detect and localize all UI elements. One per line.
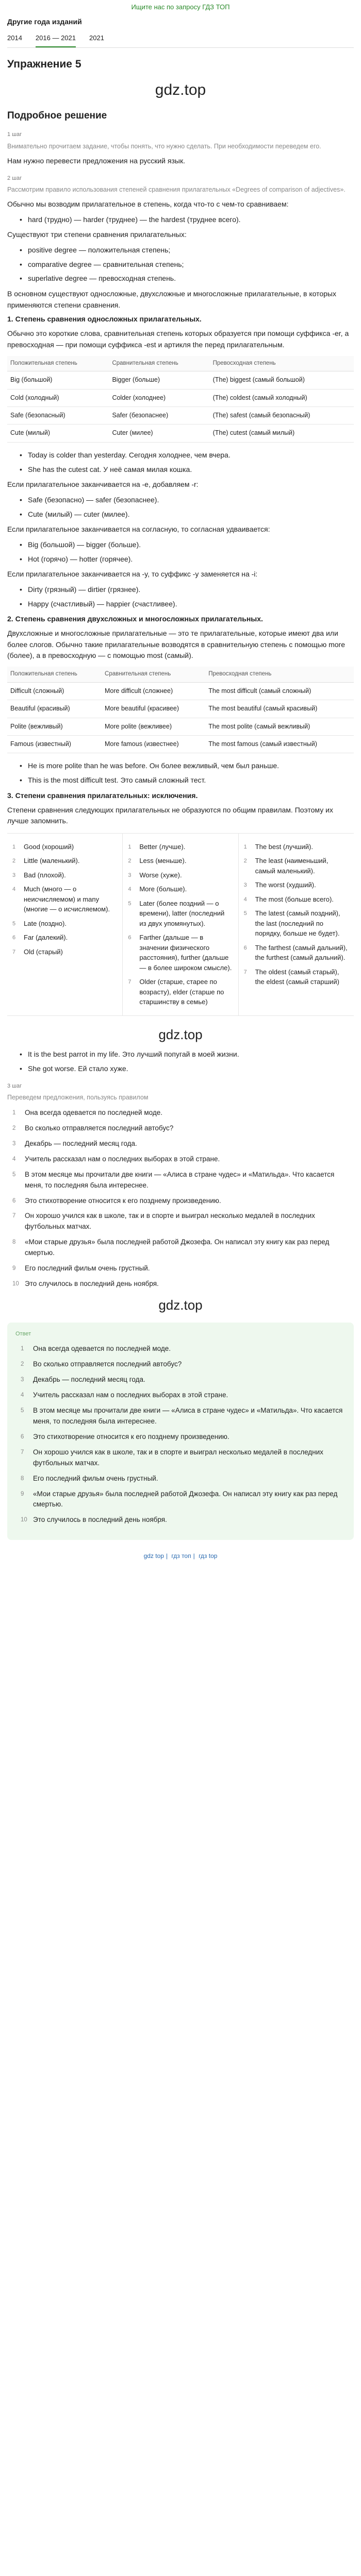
irregular-superlative-column: [238, 834, 354, 1015]
list-item: 6 Это стихотворение относится к его позднему произведению.: [12, 1196, 221, 1205]
list-item: 7 Он хорошо учился как в школе, так и в спорте и выиграл несколько медалей в последних футбольных матчах.: [21, 1448, 323, 1467]
section-2-title: 2. Степень сравнения двухсложных и многосложных прилагательных.: [7, 615, 263, 623]
table-row: [7, 700, 354, 718]
list-item: 4 Much (много — о неисчисляемом) и many (многие — о исчисляемом).: [12, 885, 110, 913]
table-cell: Difficult (сложный): [7, 682, 102, 700]
table-one-syllable: [7, 356, 354, 443]
list-item: • Cute (милый) — cuter (милее).: [20, 509, 354, 520]
examples-one-syllable: [20, 450, 354, 475]
list-item: • Hot (горячо) — hotter (горячее).: [20, 554, 354, 565]
edition-tab-2014[interactable]: 2014: [7, 33, 22, 42]
list-item: • This is the most difficult test. Это самый сложный тест.: [20, 775, 354, 786]
table-cell: The most difficult (самый сложный): [205, 682, 354, 700]
table-cell: Safe (безопасный): [7, 407, 109, 425]
table-cell: (The) cutest (самый милый): [210, 425, 354, 442]
table-cell: (The) safest (самый безопасный): [210, 407, 354, 425]
step-3-label: 3 шаг: [7, 1082, 22, 1089]
rule-consonant: Если прилагательное заканчивается на согласную, то согласная удваивается:: [7, 525, 270, 534]
list-item: 9 Его последний фильм очень грустный.: [12, 1264, 150, 1273]
list-item: 4 Учитель рассказал нам о последних выборах в этой стране.: [21, 1391, 228, 1399]
examples-y: [20, 584, 354, 609]
search-hint: [7, 0, 354, 15]
table-header-row: [7, 667, 354, 682]
table-cell: The most beautiful (самый красивый): [205, 700, 354, 718]
editions-tabs: [7, 31, 354, 48]
list-item: 10 Это случилось в последний день ноября.: [12, 1280, 159, 1288]
table-cell: Beautiful (красивый): [7, 700, 102, 718]
table-row: [7, 407, 354, 425]
list-item: 7 The oldest (самый старый), the eldest (самый старший): [243, 968, 339, 986]
list-item: • She got worse. Ей стало хуже.: [20, 1063, 354, 1075]
list-item: 4 Учитель рассказал нам о последних выборах в этой стране.: [12, 1155, 220, 1163]
list-item: 1 Better (лучше).: [128, 842, 186, 851]
list-item: • Safe (безопасно) — safer (безопаснее).: [20, 495, 354, 506]
list-item: • positive degree — положительная степень;: [20, 245, 354, 256]
list-item: 6 Far (далекий).: [12, 934, 68, 942]
table-cell: Cold (холодный): [7, 389, 109, 406]
table-cell: Cuter (милее): [109, 425, 209, 442]
list-item: • comparative degree — сравнительная степень;: [20, 259, 354, 270]
list-item: 3 Декабрь — последний месяц года.: [21, 1376, 145, 1384]
list-item: 4 The most (больше всего).: [243, 895, 334, 903]
list-item: 7 Old (старый): [12, 947, 63, 956]
answer-label: Ответ: [15, 1331, 31, 1337]
irregular-table: [7, 833, 354, 1016]
table-cell: Polite (вежливый): [7, 718, 102, 735]
table-multi-syllable: [7, 667, 354, 753]
table-header: Сравнительная степень: [109, 356, 209, 371]
list-item: 1 Good (хороший): [12, 842, 74, 851]
solution-title: Подробное решение: [7, 110, 107, 122]
table-cell: The most famous (самый известный): [205, 736, 354, 753]
three-degrees: Существуют три степени сравнения прилагательных:: [7, 230, 187, 239]
table-cell: Safer (безопаснее): [109, 407, 209, 425]
table-row: [7, 718, 354, 735]
list-item: • superlative degree — превосходная степень.: [20, 273, 354, 284]
step-2-intro: Обычно мы возводим прилагательное в степень, когда что-то с чем-то сравниваем:: [7, 199, 289, 208]
table-header-row: [7, 356, 354, 371]
list-item: 7 Он хорошо учился как в школе, так и в спорте и выиграл несколько медалей в последних футбольных матчах.: [12, 1212, 315, 1231]
table-cell: Big (большой): [7, 371, 109, 389]
table-row: [7, 425, 354, 442]
list-item: 1 Она всегда одевается по последней моде.: [21, 1345, 171, 1353]
watermark: gdz.top: [155, 81, 206, 98]
exercise-title: Упражнение 5: [7, 58, 81, 70]
step-1-note: Внимательно прочитаем задание, чтобы понять, что нужно сделать. При необходимости переведем его.: [7, 142, 321, 150]
list-item: 2 Less (меньше).: [128, 857, 187, 865]
section-3-text: Степени сравнения следующих прилагательных не образуются по общим правилам. Поэтому их лучше запомнить.: [7, 805, 333, 825]
list-item: 8 Его последний фильм очень грустный.: [21, 1474, 158, 1482]
list-item: • It is the best parrot in my life. Это лучший попугай в моей жизни.: [20, 1049, 354, 1060]
list-item: 7 Older (старше, старее по возрасту), elder (старше по старшинству в семье): [128, 978, 224, 1006]
footer-link[interactable]: гдз топ: [171, 1552, 191, 1560]
answer-list: [21, 1344, 346, 1526]
example-list: [20, 214, 354, 226]
list-item: • He is more polite than he was before. Он более вежливый, чем был раньше.: [20, 760, 354, 772]
table-header: Превосходная степень: [205, 667, 354, 682]
adjective-types: В основном существуют односложные, двухсложные и многосложные прилагательные, в которых применяются степени сравнения.: [7, 290, 336, 309]
list-item: 5 В этом месяце мы прочитали две книги — «Алиса в стране чудес» и «Матильда». Что касается меня, то последняя была интереснее.: [12, 1170, 335, 1189]
editions-title: Другие года изданий: [7, 18, 82, 26]
list-item: 6 The farthest (самый дальний), the furthest (самый дальний).: [243, 943, 348, 962]
list-item: 6 Farther (дальше — в значении физического расстояния), further (дальше — в более широком смысле).: [128, 934, 232, 972]
edition-tab-2016-2021[interactable]: 2016 — 2021: [36, 31, 76, 47]
examples-irregular: [20, 1049, 354, 1074]
table-row: [7, 736, 354, 753]
table-cell: More polite (вежливее): [102, 718, 205, 735]
list-item: • Happy (счастливый) — happier (счастливее).: [20, 599, 354, 610]
edition-tab-2021[interactable]: 2021: [89, 33, 104, 42]
list-item: 4 More (больше).: [128, 885, 187, 893]
table-cell: Cute (милый): [7, 425, 109, 442]
list-item: • hard (трудно) — harder (труднее) — the hardest (труднее всего).: [20, 214, 354, 226]
list-item: 1 Она всегда одевается по последней моде.: [12, 1109, 162, 1117]
table-cell: More famous (известнее): [102, 736, 205, 753]
table-row: [7, 389, 354, 406]
search-hint-link[interactable]: Ищите нас по запросу ГДЗ ТОП: [131, 3, 230, 11]
list-item: 3 Bad (плохой).: [12, 871, 66, 879]
table-cell: More beautiful (красивее): [102, 700, 205, 718]
table-header: Положительная степень: [7, 356, 109, 371]
list-item: 1 The best (лучший).: [243, 842, 313, 851]
section-1-text: Обычно это короткие слова, сравнительная степень которых образуется при помощи суффикса -er, а превосходная — при помощи суффикса -est и артикля the перед прилагательным.: [7, 329, 349, 349]
list-item: • Big (большой) — bigger (больше).: [20, 539, 354, 551]
table-cell: The most polite (самый вежливый): [205, 718, 354, 735]
list-item: 9 «Мои старые друзья» была последней работой Джозефа. Он написал эту книгу как раз перед смертью.: [21, 1489, 338, 1509]
rule-e: Если прилагательное заканчивается на -е, добавляем -r:: [7, 480, 199, 489]
list-item: 2 The least (наименьший, самый маленький).: [243, 857, 329, 875]
list-item: 5 Late (поздно).: [12, 919, 67, 927]
list-item: 10 Это случилось в последний день ноября.: [21, 1516, 167, 1524]
step-2-label: 2 шаг: [7, 175, 22, 181]
list-item: 5 В этом месяце мы прочитали две книги — «Алиса в стране чудес» и «Матильда». Что касается меня, то последняя была интереснее.: [21, 1406, 343, 1425]
list-item: 3 The worst (худший).: [243, 881, 316, 889]
list-item: • Dirty (грязный) — dirtier (грязнее).: [20, 584, 354, 596]
examples-e: [20, 495, 354, 520]
irregular-positive-column: [7, 834, 122, 1015]
answer-box: [7, 1323, 354, 1540]
step-2-note: Рассмотрим правило использования степеней сравнения прилагательных «Degrees of comparison of adjectives».: [7, 185, 346, 193]
step-1-text: Нам нужно перевести предложения на русский язык.: [7, 156, 185, 165]
footer-link[interactable]: gdz top: [143, 1552, 164, 1560]
list-item: 5 The latest (самый поздний), the last (последний по порядку, больше не будет).: [243, 909, 340, 938]
section-3-title: 3. Степени сравнения прилагательных: исключения.: [7, 791, 198, 800]
translation-list: [12, 1108, 354, 1290]
list-item: • She has the cutest cat. У неё самая милая кошка.: [20, 464, 354, 476]
watermark: gdz.top: [158, 1026, 203, 1042]
section-1-title: 1. Степень сравнения односложных прилагательных.: [7, 315, 202, 324]
table-header: Превосходная степень: [210, 356, 354, 371]
watermark: gdz.top: [158, 1297, 203, 1313]
step-1-label: 1 шаг: [7, 131, 22, 138]
footer-links: gdz top | гдз топ | гдз top: [143, 1552, 218, 1560]
examples-multi-syllable: [20, 760, 354, 786]
table-cell: More difficult (сложнее): [102, 682, 205, 700]
list-item: 2 Во сколько отправляется последний автобус?: [12, 1124, 174, 1132]
list-item: 5 Later (более поздний — о времени), latter (последний из двух упомянутых).: [128, 899, 225, 927]
list-item: 3 Декабрь — последний месяц года.: [12, 1139, 137, 1147]
table-cell: (The) coldest (самый холодный): [210, 389, 354, 406]
table-header: Сравнительная степень: [102, 667, 205, 682]
section-2-text: Двухсложные и многосложные прилагательные — это те прилагательные, которые имеют два или более слогов. Обычно такие прилагательные возводятся в сравнительную степень с помощью more (более), а в превосходную — с помощью most (самый).: [7, 629, 346, 660]
degrees-list: [20, 245, 354, 284]
table-cell: Bigger (больше): [109, 371, 209, 389]
list-item: 3 Worse (хуже).: [128, 871, 182, 879]
footer-link[interactable]: гдз top: [199, 1552, 218, 1560]
examples-consonant: [20, 539, 354, 565]
table-cell: Colder (холоднее): [109, 389, 209, 406]
list-item: 8 «Мои старые друзья» была последней работой Джозефа. Он написал эту книгу как раз перед смертью.: [12, 1238, 330, 1257]
list-item: • Today is colder than yesterday. Сегодня холоднее, чем вчера.: [20, 450, 354, 461]
table-cell: Famous (известный): [7, 736, 102, 753]
table-header: Положительная степень: [7, 667, 102, 682]
irregular-comparative-column: [122, 834, 238, 1015]
table-row: [7, 371, 354, 389]
list-item: 2 Little (маленький).: [12, 857, 80, 865]
list-item: 6 Это стихотворение относится к его позднему произведению.: [21, 1432, 229, 1440]
rule-y: Если прилагательное заканчивается на -y, то суффикс -y заменяется на -i:: [7, 570, 258, 579]
table-cell: (The) biggest (самый большой): [210, 371, 354, 389]
step-3-note: Переведем предложения, пользуясь правилом: [7, 1093, 149, 1101]
list-item: 2 Во сколько отправляется последний автобус?: [21, 1360, 182, 1368]
table-row: [7, 682, 354, 700]
